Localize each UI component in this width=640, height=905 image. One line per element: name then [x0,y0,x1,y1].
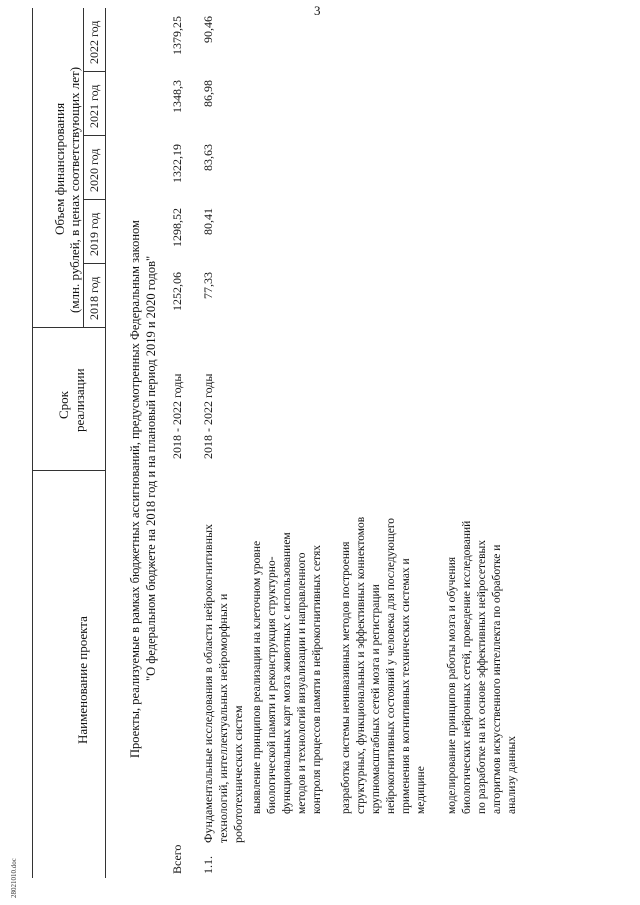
subitem-3-line-3: по разработке на их основе эффективных нейросетевых [476,539,488,814]
header-year-2021: 2021 год [87,84,101,128]
row-1-1-value-2021: 86,98 [201,80,215,107]
subitem-2-line-5: применения в когнитивных технических системах и [400,558,412,814]
header-top-line [32,8,33,878]
row-1-1-number: 1.1. [201,856,215,874]
header-term-line-2: реализации [72,368,87,432]
page-number: 3 [314,3,321,18]
row-1-1-value-2020: 83,63 [201,144,215,171]
subitem-2-line-6: медицине [415,766,427,814]
row-1-1-name-line-1: Фундаментальные исследования в области нейрокогнитивных [201,523,215,843]
subitem-3-line-2: биологических нейронных сетей, проведение исследований [461,520,473,814]
col-divider-2018-2019 [83,263,105,264]
row-1-1-value-2022: 90,46 [201,16,215,43]
header-bottom-line [105,8,106,878]
table-caption-line-2: "О федеральном бюджете на 2018 год и на плановый период 2019 и 2020 годов" [144,255,158,681]
header-funding-units: (млн. рублей, в ценах соответствующих лет) [67,66,82,313]
row-1-1-name-line-2: технологий, интеллектуальных нейроморфных и [216,593,230,843]
header-year-2020: 2020 год [87,148,101,192]
subitem-3-line-4: алгоритмов искусственного интеллекта по обработке и [491,544,503,814]
rotated-table-sheet [30,8,610,878]
total-value-2021: 1348,3 [170,80,184,113]
header-year-2022: 2022 год [87,20,101,64]
total-term: 2018 - 2022 годы [170,373,184,459]
total-value-2022: 1379,25 [170,16,184,55]
total-value-2018: 1252,06 [170,272,184,311]
total-value-2019: 1298,52 [170,208,184,247]
subitem-2-line-4: нейрокогнитивных состояний у человека для последующего [385,517,397,814]
header-project-name: Наименование проекта [75,616,90,744]
col-divider-2020-2021 [83,135,105,136]
subitem-2-line-2: структурных, функциональных и эффективных коннектомов [355,516,367,814]
header-funding-title: Объем финансирования [52,102,67,235]
subitem-3-line-1: моделирование принципов работы мозга и обучения [446,556,458,814]
col-divider-2019-2020 [83,199,105,200]
row-1-1-value-2019: 80,41 [201,208,215,235]
header-year-2018: 2018 год [87,276,101,320]
subitem-1-line-3: функциональных карт мозга животных с использованием [281,532,293,814]
subitem-3-line-5: анализу данных [506,735,518,814]
col-divider-term-funding [32,327,105,328]
row-1-1-value-2018: 77,33 [201,272,215,299]
subitem-1-line-1: выявление принципов реализации на клеточном уровне [251,540,263,814]
header-term-line-1: Срок [56,391,71,419]
subitem-2-line-1: разработка системы неинвазивных методов построения [340,541,352,814]
row-1-1-term: 2018 - 2022 годы [201,373,215,459]
years-row-line [83,8,84,328]
total-label: Всего [170,844,184,874]
row-1-1-name-line-3: робототехнических систем [231,705,245,843]
footer-code: 28021010.doc [10,858,18,898]
table-caption-line-1: Проекты, реализуемые в рамках бюджетных ассигнований, предусмотренных Федеральным законом [128,220,142,758]
subitem-1-line-5: контроля процессов памяти в нейрокогнитивных сетях [311,544,323,814]
col-divider-name-term [32,470,105,471]
subitem-1-line-4: методов и технологий визуализации и направленного [296,552,308,814]
header-year-2019: 2019 год [87,212,101,256]
subitem-2-line-3: крупномасштабных сетей мозга и регистрации [370,584,382,814]
col-divider-2021-2022 [83,71,105,72]
total-value-2020: 1322,19 [170,144,184,183]
subitem-1-line-2: биологической памяти и реконструкция структурно- [266,556,278,814]
